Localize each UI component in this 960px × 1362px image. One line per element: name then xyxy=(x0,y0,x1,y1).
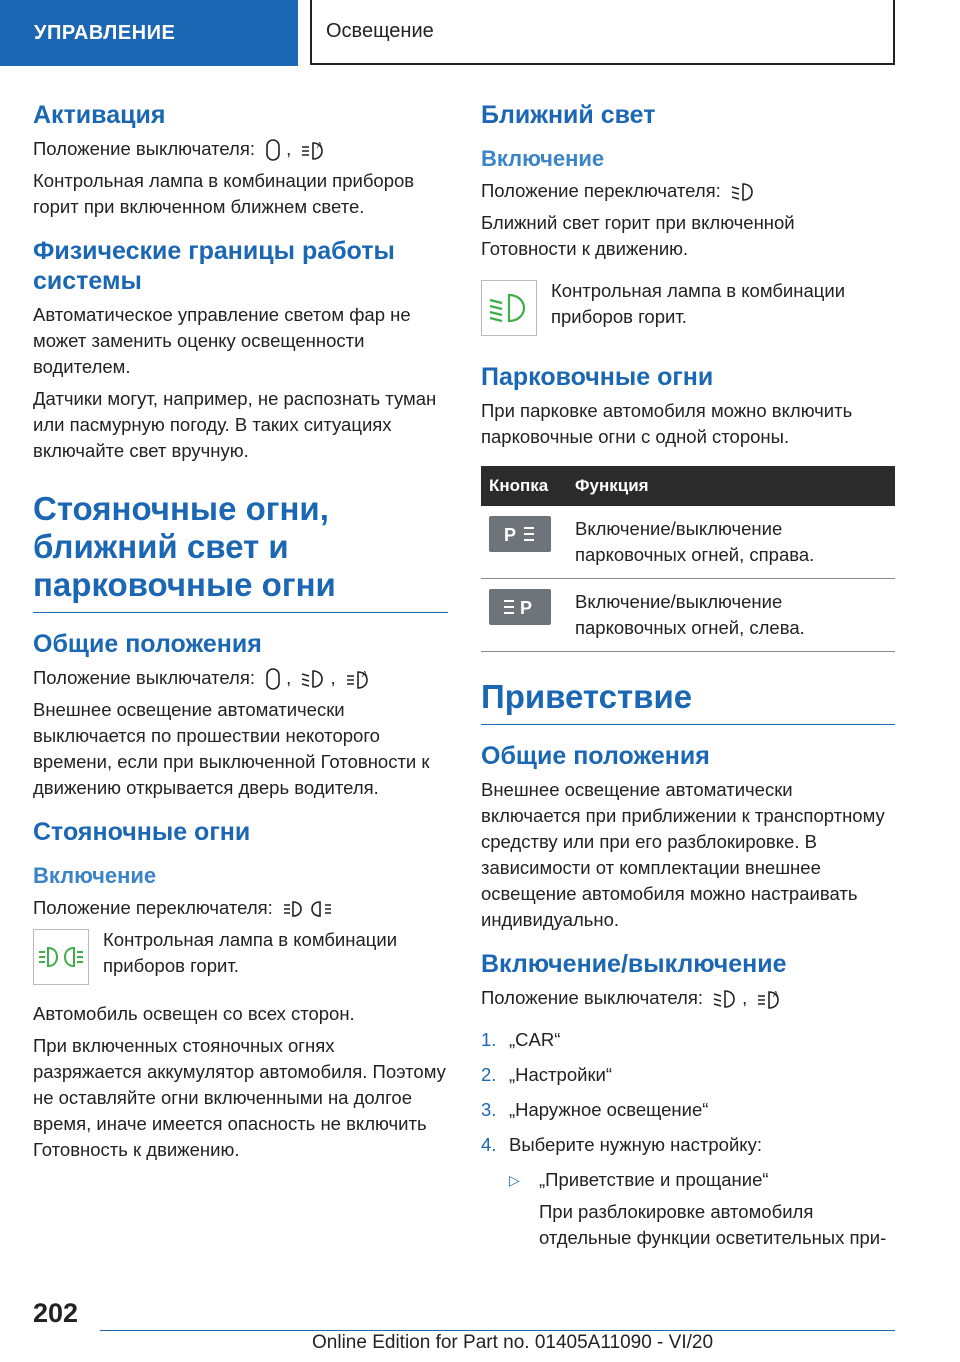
left-column xyxy=(33,100,448,1163)
general-text: Внешнее освещение автоматически выключается по прошествии некоторого времени, если при выключенной Готовности к движению открывается дверь водителя. xyxy=(33,699,430,799)
triangle-bullet-icon: ▷ xyxy=(509,1172,520,1188)
low-beam-icon xyxy=(730,181,756,203)
auto-light-icon xyxy=(345,668,371,690)
parking-light-right-button[interactable] xyxy=(489,516,551,552)
low-beam-lamp-row xyxy=(481,278,895,336)
sub-list-item xyxy=(509,1167,895,1251)
chapter-title-parking: Стояночные огни, ближний свет и парковочные огни xyxy=(33,490,336,604)
auto-light-icon xyxy=(756,988,782,1010)
low-beam-icon xyxy=(712,988,738,1010)
table-cell-button xyxy=(481,506,567,579)
table-cell-function: Включение/выключение парковочных огней, слева. xyxy=(567,579,895,652)
park-text: При парковке автомобиля можно включить парковочные огни с одной стороны. xyxy=(481,400,853,447)
limits-p1: Автоматическое управление светом фар не может заменить оценку освещенности водителем. xyxy=(33,304,411,378)
parking-lamp-box xyxy=(33,929,89,985)
parking-p1: Автомобиль освещен со всех сторон. xyxy=(33,1003,355,1025)
table-cell-function: Включение/выключение парковочных огней, справа. xyxy=(567,506,895,579)
welcome-onoff-title: Включение/выключение xyxy=(481,950,787,978)
parking-buttons-table xyxy=(481,466,895,652)
welcome-steps xyxy=(481,1027,895,1158)
parking-p2: При включенных стояночных огнях разряжается аккумулятор автомобиля. Поэтому не оставляйте огни включенными на долгое время, иначе имеется опасность не включить Готовность к движению. xyxy=(33,1035,446,1161)
limits-p2: Датчики могут, например, не распознать туман или пасмурную погоду. В таких ситуациях включайте свет вручную. xyxy=(33,388,437,462)
chapter-tab: УПРАВЛЕНИЕ xyxy=(0,0,298,66)
park-title: Парковочные огни xyxy=(481,363,714,391)
limits-title: Физические границы работы системы xyxy=(33,237,395,296)
svg-text:A: A xyxy=(773,990,779,1000)
chapter-title-welcome: Приветствие xyxy=(481,678,693,715)
table-cell-button xyxy=(481,579,567,652)
table-header-row xyxy=(481,466,895,506)
general-switch-line: Положение выключателя: , , A xyxy=(33,665,448,691)
list-item: 2. „Настройки“ xyxy=(481,1064,613,1085)
low-beam-lamp-box xyxy=(481,280,537,336)
footer-edition: Online Edition for Part no. 01405A11090 - VI/20 xyxy=(312,1332,714,1353)
low-beam-green-icon xyxy=(487,291,531,325)
low-beam-sub: Включение xyxy=(481,146,605,171)
activation-switch-line: Положение выключателя: , A xyxy=(33,136,448,162)
parking-lights-title: Стояночные огни xyxy=(33,818,251,847)
svg-text:A: A xyxy=(361,670,368,680)
parking-light-left-icon xyxy=(500,595,540,619)
table-row xyxy=(481,579,895,652)
low-beam-text: Ближний свет горит при включенной Готовности к движению. xyxy=(481,212,795,259)
parking-switch-line: Положение переключателя: xyxy=(33,895,448,921)
activation-title: Активация xyxy=(33,101,166,129)
auto-light-icon xyxy=(300,139,326,161)
parking-lights-green-icon xyxy=(37,944,85,970)
list-item: 3. „Наружное освещение“ xyxy=(481,1099,709,1120)
general-title: Общие положения xyxy=(33,630,262,659)
parking-lamp-row xyxy=(33,927,448,985)
section-title: Освещение xyxy=(310,0,895,65)
low-beam-lamp-text: Контрольная лампа в комбинации приборов горит. xyxy=(551,280,846,327)
welcome-switch-line: Положение выключателя: , A xyxy=(481,985,895,1011)
parking-light-left-button[interactable] xyxy=(489,589,551,625)
svg-text:A: A xyxy=(317,141,323,151)
parking-lights-icon xyxy=(282,898,334,920)
col-button-header: Кнопка xyxy=(481,466,567,506)
svg-text:P: P xyxy=(504,525,517,545)
sub-item-text: При разблокировке автомобиля отдельные функции осветительных при- xyxy=(539,1201,887,1248)
svg-text:P: P xyxy=(520,598,533,618)
right-column xyxy=(481,100,895,1251)
switch-off-icon xyxy=(264,138,282,162)
low-beam-title: Ближний свет xyxy=(481,101,656,129)
sub-item-title: „Приветствие и прощание“ xyxy=(539,1169,769,1190)
welcome-general-text: Внешнее освещение автоматически включается при приближении к транспортному средству или при его разблокировке. В зависимости от комплектации внешнее освещение автомобиля можно настраивать индивидуально. xyxy=(481,779,885,930)
welcome-general-title: Общие положения xyxy=(481,742,710,770)
list-item: 4. Выберите нужную настройку: xyxy=(481,1134,762,1155)
parking-light-right-icon xyxy=(500,522,540,546)
page-number: 202 xyxy=(33,1298,79,1328)
list-item: 1. „CAR“ xyxy=(481,1029,561,1050)
footer-rule xyxy=(100,1330,895,1331)
parking-lights-sub: Включение xyxy=(33,863,157,889)
table-row xyxy=(481,506,895,579)
activation-text: Контрольная лампа в комбинации приборов горит при включенном ближнем свете. xyxy=(33,170,415,218)
low-beam-icon xyxy=(300,668,326,690)
parking-lamp-text: Контрольная лампа в комбинации приборов горит. xyxy=(103,929,398,977)
col-function-header: Функция xyxy=(567,466,895,506)
switch-off-icon xyxy=(264,667,282,691)
low-beam-switch-line: Положение переключателя: xyxy=(481,178,895,204)
